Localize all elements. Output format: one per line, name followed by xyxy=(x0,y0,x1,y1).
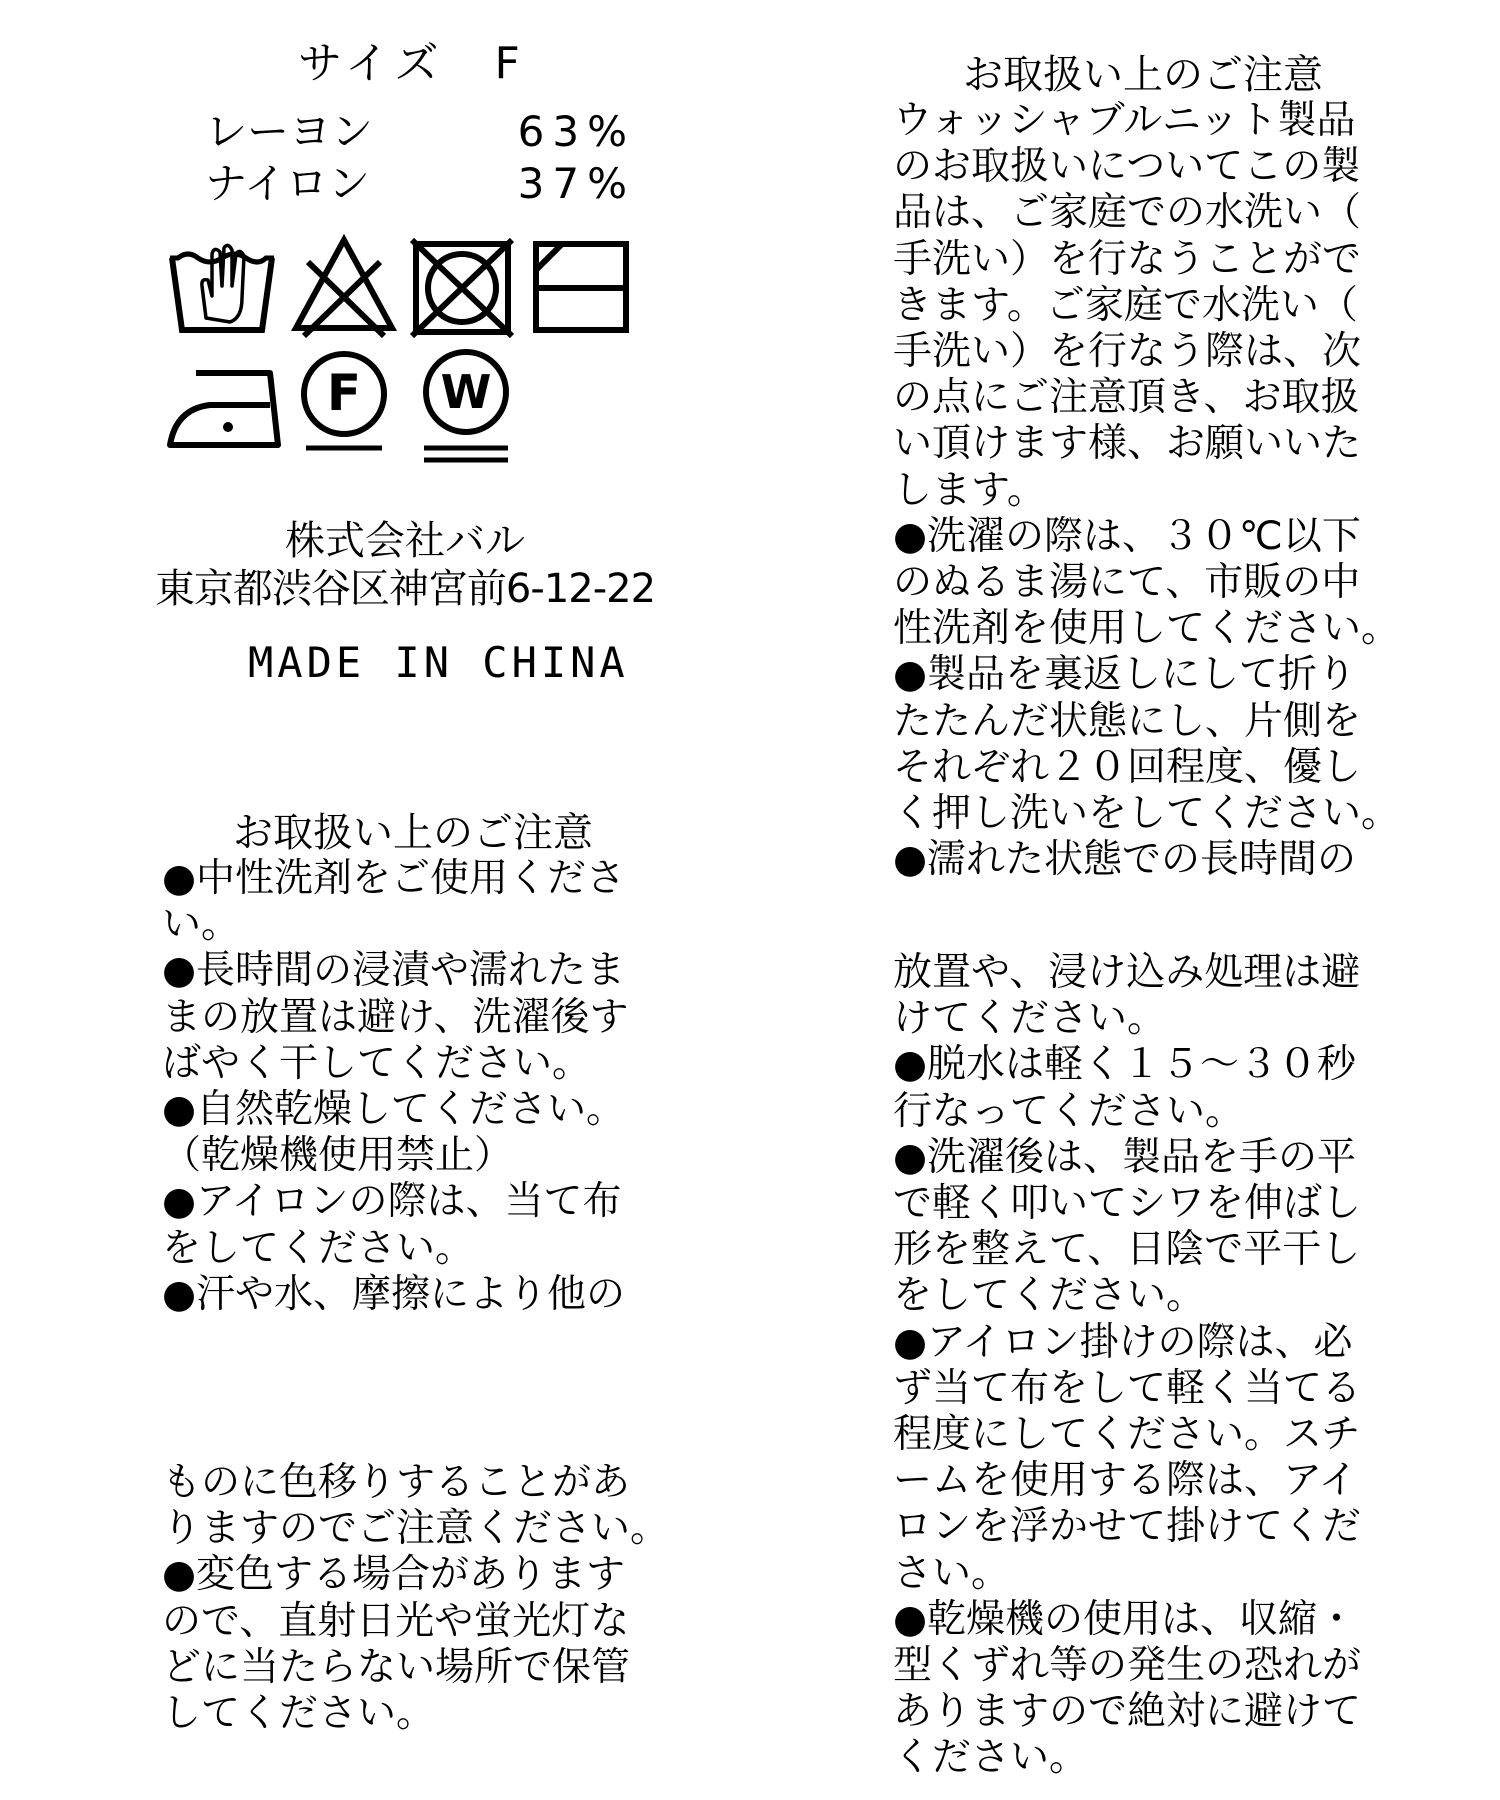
care-text-block: 放置や、浸け込み処理は避 けてください。 ●脱水は軽く１５～３０秒 行なってください。 ●洗濯後は、製品を手の平 で軽く叩いてシワを伸ばし 形を整えて、日陰で平干し をしてください。 ●アイロン掛けの際は、必 ず当て布をして軽く当てる 程度にしてください。スチ ームを使用する際は、アイ ロンを浮かせて掛けてくだ さい。 ●乾燥機の使用は、収縮・ 型くずれ等の発生の恐れが ありますので絶対に避けて ください。 xyxy=(893,950,1362,1781)
fiber-name: レーヨン xyxy=(205,107,374,156)
dry-clean-f-icon xyxy=(296,348,392,456)
svg-text:W: W xyxy=(440,365,492,419)
line-dry-shade-icon xyxy=(532,240,630,334)
care-text-block: ものに色移りすることがあ りますのでご注意ください。 ●変色する場合があります ので、直射日光や蛍光灯な どに当たらない場所で保管 してください。 xyxy=(162,1460,670,1737)
no-tumble-dry-icon xyxy=(408,238,516,338)
no-bleach-icon xyxy=(290,232,398,340)
care-text-block: ウォッシャブルニット製品 のお取扱いについてこの製 品は、ご家庭での水洗い（ 手洗い）を行なうことがで きます。ご家庭で水洗い（ 手洗い）を行なう際は、次 の点にご注意頂き、お取扱 い頂けます様、お願いいた します。 ●洗濯の際は、３０℃以下 のぬるま湯にて、市販の中 性洗剤を使用してください。 ●製品を裏返しにして折り たたんだ状態にし、片側を それぞれ２０回程度、優し く押し洗いをしてください。 ●濡れた状態での長時間の xyxy=(893,98,1401,883)
fiber-percent: 63% xyxy=(517,107,635,156)
composition-row xyxy=(205,160,635,210)
fiber-name: ナイロン xyxy=(205,159,371,208)
wet-clean-w-icon xyxy=(416,346,516,466)
svg-text:F: F xyxy=(326,364,362,422)
care-text-block: ●中性洗剤をご使用くださ い。 ●長時間の浸漬や濡れたま まの放置は避け、洗濯後す ばやく干してください。 ●自然乾燥してください。 （乾燥機使用禁止） ●アイロンの際は、当て布 をしてください。 ●汗や水、摩擦により他の xyxy=(162,856,629,1317)
iron-low-icon xyxy=(166,365,284,451)
fiber-percent: 37% xyxy=(517,159,635,208)
origin-label: MADE IN CHINA xyxy=(248,638,629,687)
care-heading: お取扱い上のご注意 xyxy=(233,810,593,856)
care-heading: お取扱い上のご注意 xyxy=(963,52,1323,98)
composition-row xyxy=(205,108,635,158)
hand-wash-icon xyxy=(166,238,278,338)
company-name: 株式会社バル xyxy=(285,518,525,564)
company-address: 東京都渋谷区神宮前6-12-22 xyxy=(154,566,656,612)
size-label: サイズ F xyxy=(298,38,526,89)
